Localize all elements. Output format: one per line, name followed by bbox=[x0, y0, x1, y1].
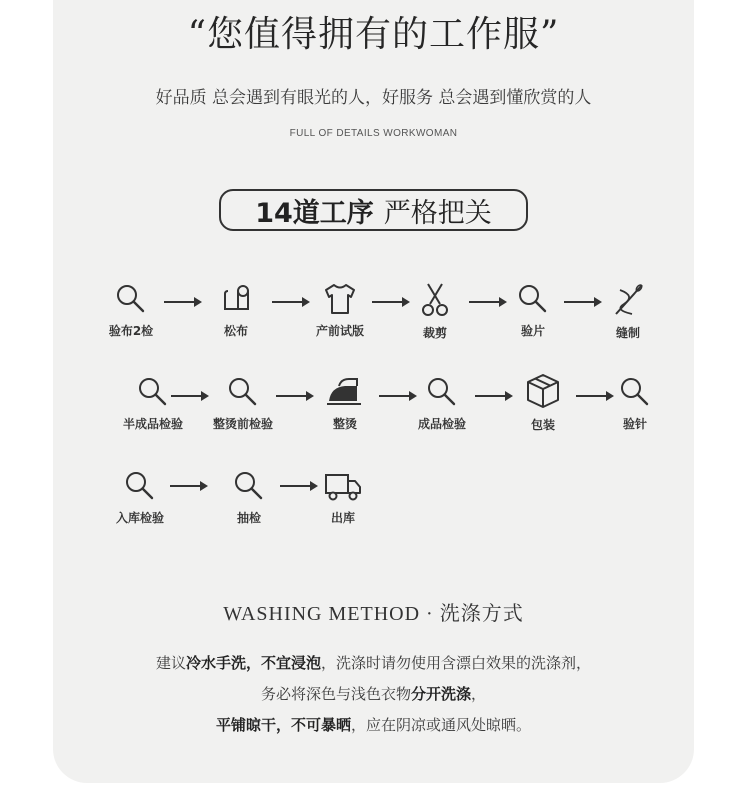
step-5 bbox=[488, 282, 578, 339]
washing-title-en: WASHING METHOD bbox=[223, 603, 421, 625]
step-label: 包装 bbox=[530, 418, 555, 432]
step-7 bbox=[108, 375, 198, 432]
step-14 bbox=[204, 469, 294, 526]
washing-title-separator: · bbox=[426, 603, 434, 625]
scissors-icon bbox=[418, 282, 452, 318]
content-card bbox=[53, 0, 694, 783]
step-label: 整烫前检验 bbox=[212, 417, 273, 431]
tshirt-icon bbox=[322, 282, 358, 316]
truck-icon bbox=[323, 469, 363, 503]
washing-title bbox=[53, 597, 694, 626]
step-3 bbox=[295, 282, 385, 339]
arrow-icon bbox=[169, 479, 209, 493]
step-label: 整烫 bbox=[332, 417, 357, 431]
step-label: 验针 bbox=[622, 417, 647, 431]
emphasis-text: 分开洗涤 bbox=[410, 685, 471, 703]
badge-bold-text: 14道工序 bbox=[255, 197, 374, 229]
needle-thread-icon bbox=[610, 282, 646, 318]
magnifier-icon bbox=[232, 469, 266, 503]
magnifier-icon bbox=[618, 375, 652, 409]
badge-text: 严格把关 bbox=[383, 197, 492, 229]
process-badge bbox=[219, 189, 528, 231]
emphasis-text: 平铺晾干，不可暴晒 bbox=[215, 716, 351, 734]
step-label: 验片 bbox=[520, 324, 545, 338]
step-4 bbox=[390, 282, 480, 341]
step-label: 半成品检验 bbox=[122, 417, 183, 431]
fabric-roll-icon bbox=[219, 282, 253, 316]
text: ，洗涤时请勿使用含漂白效果的洗涤剂， bbox=[321, 654, 592, 672]
step-2 bbox=[191, 282, 281, 339]
magnifier-icon bbox=[114, 282, 148, 316]
step-10 bbox=[397, 375, 487, 432]
step-label: 验布2检 bbox=[108, 324, 154, 338]
iron-icon bbox=[325, 375, 365, 409]
step-12 bbox=[590, 375, 680, 432]
step-label: 松布 bbox=[223, 324, 248, 338]
washing-line-2 bbox=[53, 683, 694, 704]
tagline: FULL OF DETAILS WORKWOMAN bbox=[289, 128, 458, 139]
step-label: 成品检验 bbox=[417, 417, 466, 431]
text: 建议 bbox=[155, 654, 186, 672]
magnifier-icon bbox=[123, 469, 157, 503]
text: 务必将深色与浅色衣物 bbox=[260, 685, 411, 703]
magnifier-icon bbox=[425, 375, 459, 409]
step-15 bbox=[298, 469, 388, 526]
step-label: 入库检验 bbox=[115, 511, 164, 525]
step-13 bbox=[95, 469, 185, 526]
box-icon bbox=[525, 372, 561, 410]
step-label: 出库 bbox=[330, 511, 355, 525]
page-title: “您值得拥有的工作服” bbox=[187, 14, 560, 55]
washing-line-1 bbox=[53, 652, 694, 673]
step-6 bbox=[583, 282, 673, 341]
magnifier-icon bbox=[516, 282, 550, 316]
step-label: 产前试版 bbox=[315, 324, 364, 338]
text: ， bbox=[471, 685, 487, 703]
washing-title-cn: 洗涤方式 bbox=[439, 603, 524, 625]
step-label: 裁剪 bbox=[422, 326, 447, 340]
text: ，应在阴凉或通风处晾晒。 bbox=[351, 716, 532, 734]
step-1 bbox=[86, 282, 176, 339]
step-9 bbox=[300, 375, 390, 432]
step-8 bbox=[198, 375, 288, 432]
step-label: 缝制 bbox=[615, 326, 640, 340]
magnifier-icon bbox=[136, 375, 170, 409]
washing-line-3 bbox=[53, 714, 694, 735]
step-label: 抽检 bbox=[236, 511, 261, 525]
magnifier-icon bbox=[226, 375, 260, 409]
emphasis-text: 冷水手洗，不宜浸泡 bbox=[185, 654, 321, 672]
page-subtitle: 好品质 总会遇到有眼光的人，好服务 总会遇到懂欣赏的人 bbox=[155, 88, 592, 108]
